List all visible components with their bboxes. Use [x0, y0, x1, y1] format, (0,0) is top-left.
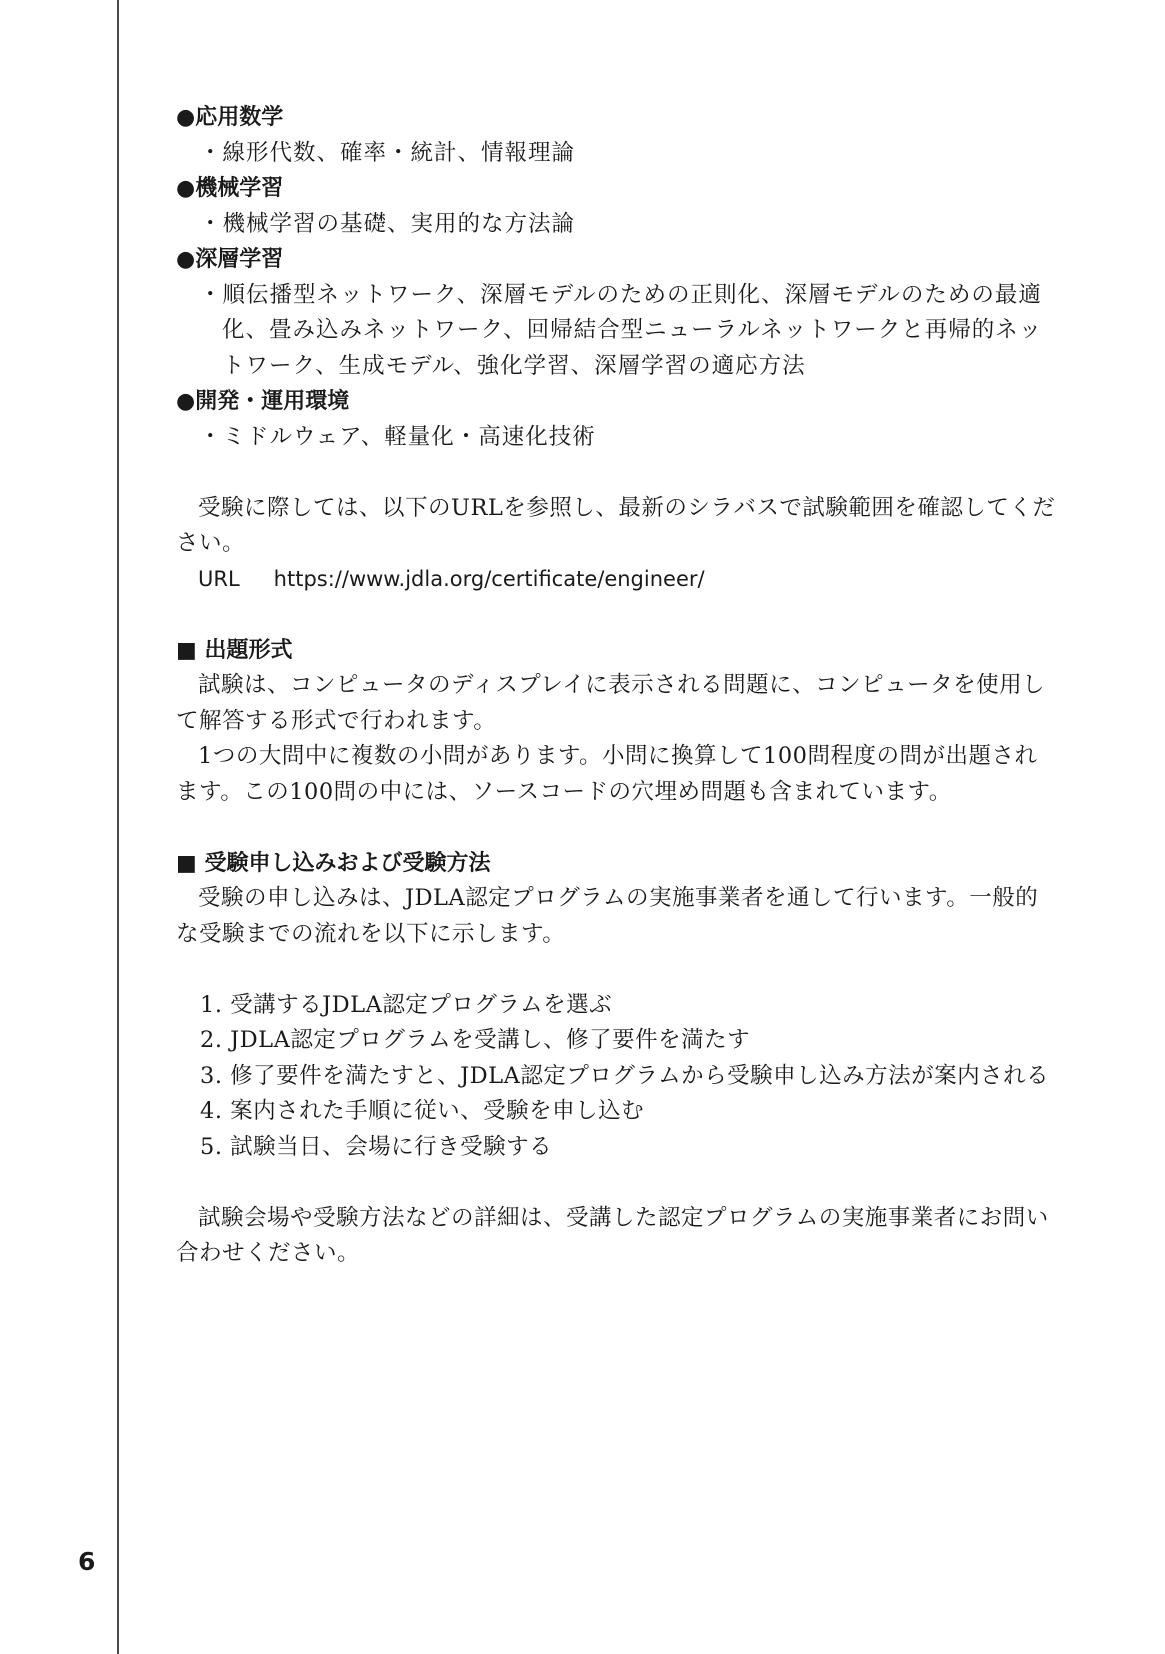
- url-label: URL: [198, 566, 240, 591]
- syllabus-item: ・ミドルウェア、軽量化・高速化技術: [199, 423, 596, 450]
- list-item: 2. JDLA認定プログラムを受講し、修了要件を満たす: [200, 1027, 751, 1053]
- list-item: 4. 案内された手順に従い、受験を申し込む: [200, 1098, 645, 1124]
- url-note: 受験に際しては、以下のURLを参照し、最新のシラバスで試験範囲を確認してください。: [176, 494, 1056, 556]
- format-paragraph: 1つの大問中に複数の小問があります。小問に換算して100問程度の問が出題されます。この100問の中には、ソースコードの穴埋め問題も含まれています。: [176, 743, 1038, 805]
- syllabus-heading-applied-math: ●応用数学: [176, 105, 284, 130]
- section-heading-apply: ■ 受験申し込みおよび受験方法: [176, 850, 491, 876]
- apply-intro: 受験の申し込みは、JDLA認定プログラムの実施事業者を通して行います。一般的な受験までの流れを以下に示します。: [176, 885, 1039, 947]
- syllabus-item: ・機械学習の基礎、実用的な方法論: [199, 210, 576, 237]
- syllabus-heading-dev-ops: ●開発・運用環境: [176, 389, 350, 414]
- syllabus-item: ・線形代数、確率・統計、情報理論: [199, 139, 576, 166]
- page-margin-rule: [117, 0, 119, 1654]
- list-item: 1. 受講するJDLA認定プログラムを選ぶ: [200, 991, 613, 1018]
- list-item: 5. 試験当日、会場に行き受験する: [200, 1133, 553, 1160]
- format-paragraph: 試験は、コンピュータのディスプレイに表示される問題に、コンピュータを使用して解答する形式で行われます。: [176, 672, 1046, 734]
- apply-closing: 試験会場や受験方法などの詳細は、受講した認定プログラムの実施事業者にお問い合わせください。: [176, 1204, 1049, 1266]
- url-line: [176, 562, 1056, 598]
- syllabus-heading-deep-learning: ●深層学習: [176, 247, 284, 272]
- list-item: 3. 修了要件を満たすと、JDLA認定プログラムから受験申し込み方法が案内される: [200, 1062, 1050, 1089]
- section-heading-format: ■ 出題形式: [176, 637, 293, 663]
- syllabus-heading-machine-learning: ●機械学習: [176, 176, 284, 201]
- url-link[interactable]: https://www.jdla.org/certificate/engineer/: [273, 566, 705, 591]
- apply-steps-list: [176, 988, 1056, 1166]
- page-number: 6: [78, 1547, 96, 1576]
- syllabus-item: ・順伝播型ネットワーク、深層モデルのための正則化、深層モデルのための最適化、畳み込みネットワーク、回帰結合型ニューラルネットワークと再帰的ネットワーク、生成モデル、強化学習、深層学習の適応方法: [199, 281, 1043, 379]
- page-content: [176, 100, 1056, 1272]
